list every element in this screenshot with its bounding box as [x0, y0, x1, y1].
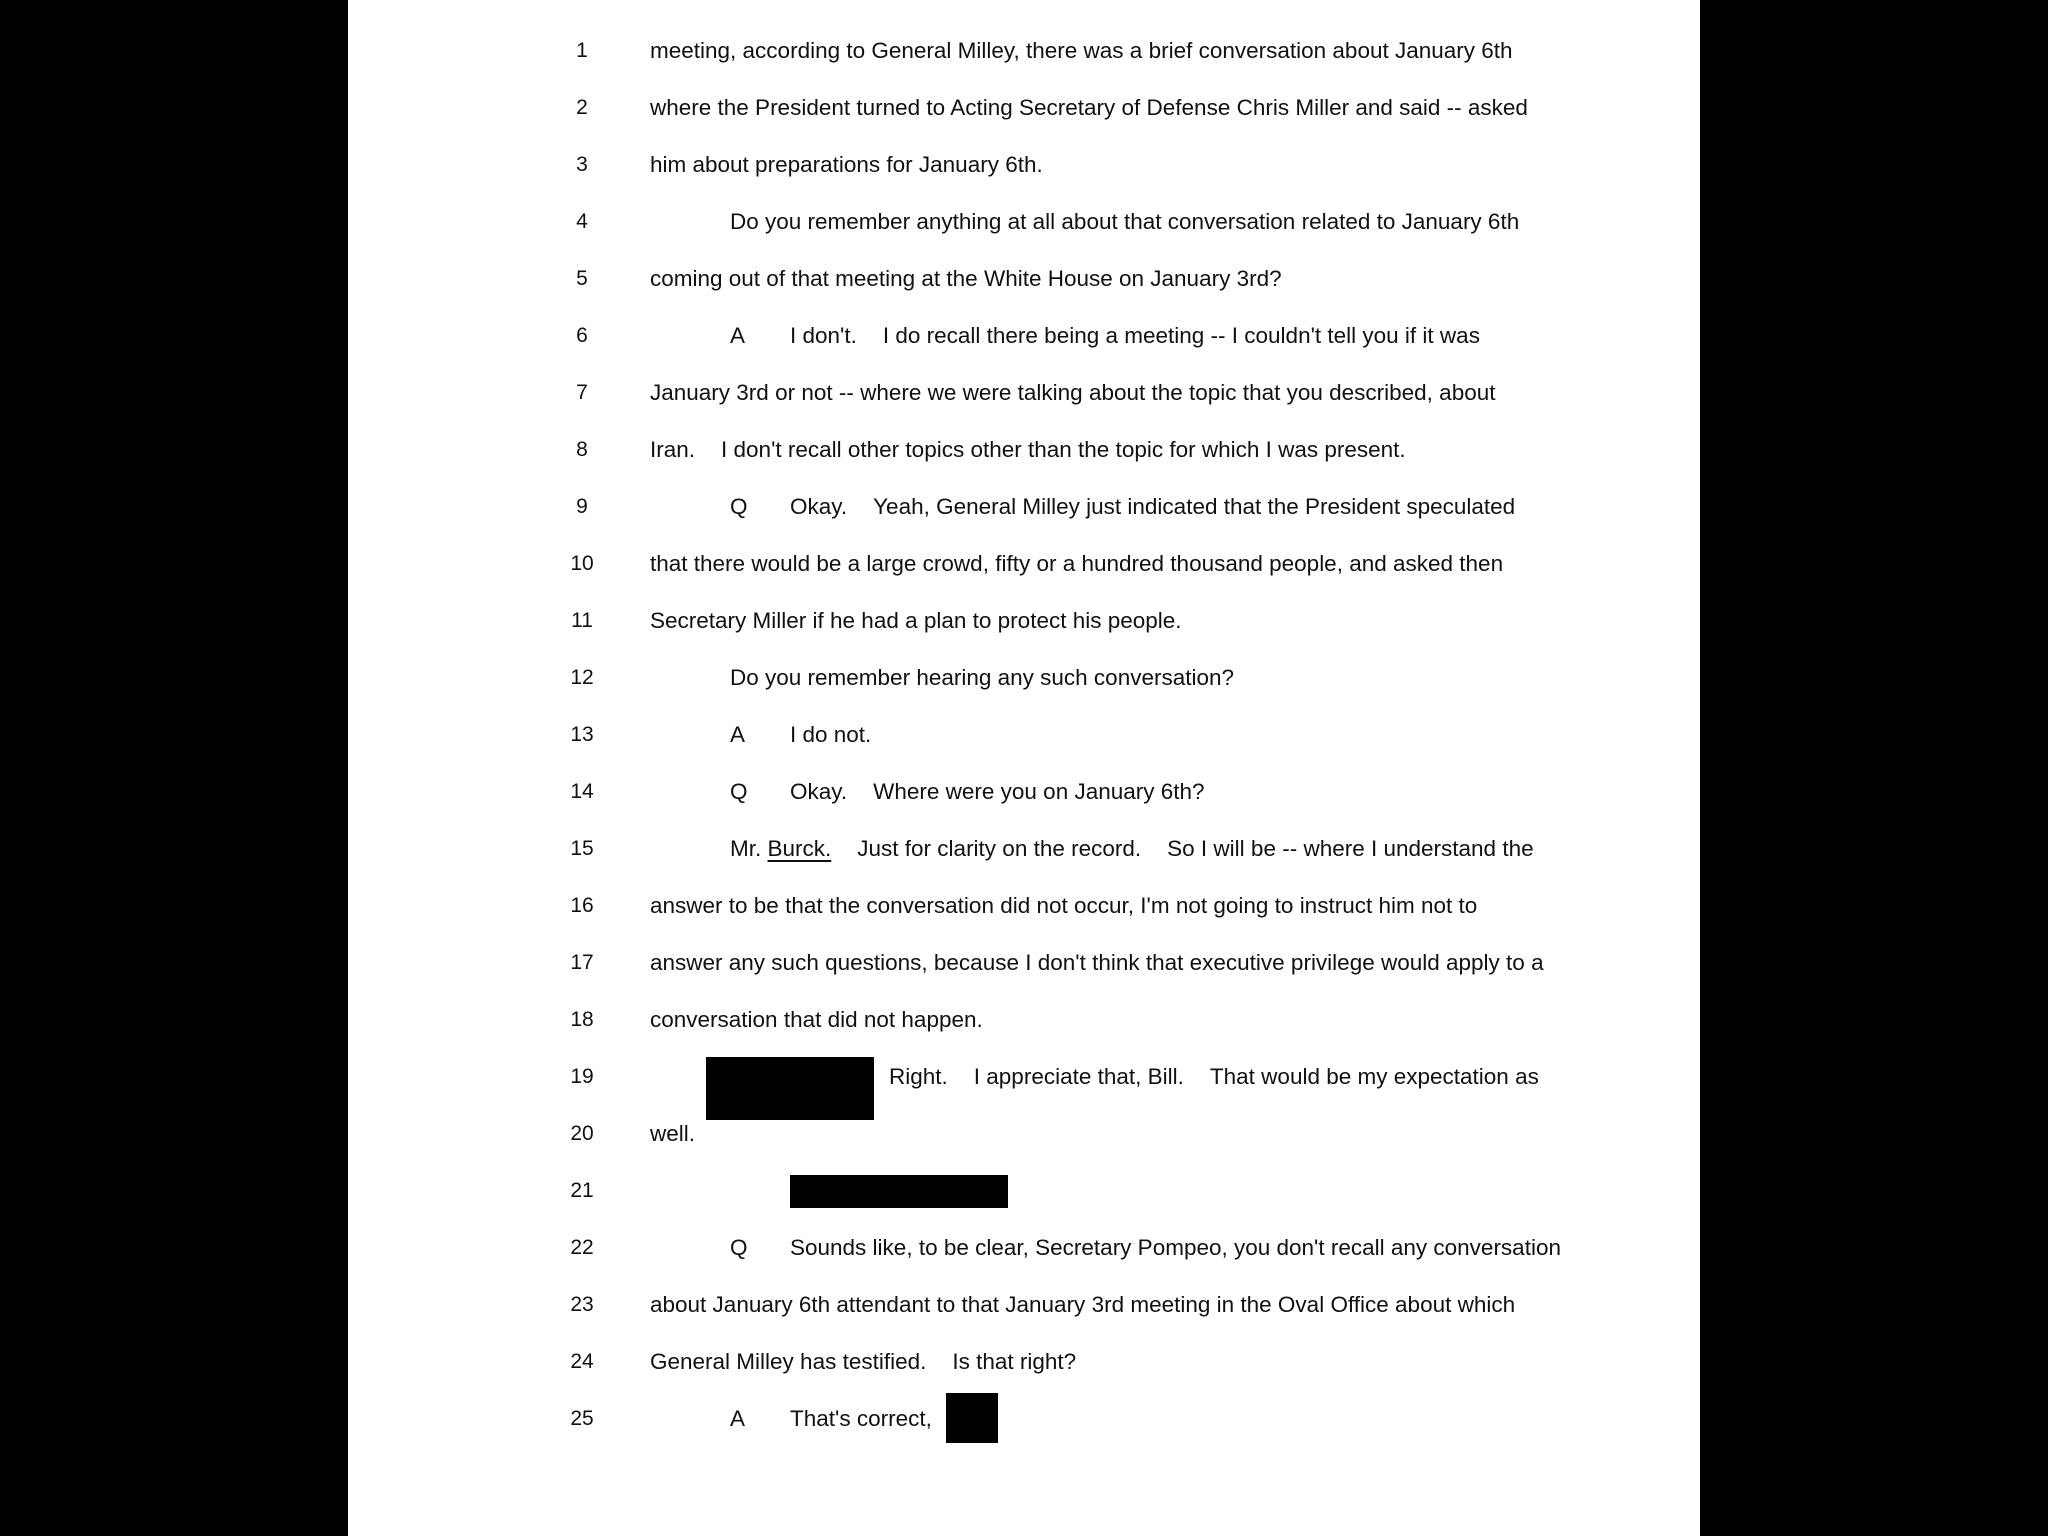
- redaction-box: [946, 1393, 998, 1443]
- transcript-line: [348, 202, 1700, 242]
- line-text: answer any such questions, because I don't think that executive privilege would apply to a: [650, 950, 1544, 975]
- transcript-line: [348, 1057, 1700, 1097]
- line-number: 13: [570, 723, 594, 746]
- transcript-line: [348, 1342, 1700, 1382]
- speaker-label: Q: [730, 494, 748, 519]
- line-content: [730, 772, 1205, 812]
- transcript-line: [348, 886, 1700, 926]
- line-text: coming out of that meeting at the White House on January 3rd?: [650, 266, 1282, 291]
- line-number: 24: [570, 1350, 594, 1373]
- line-content: [730, 715, 871, 755]
- transcript-line: [348, 1285, 1700, 1325]
- line-text: meeting, according to General Milley, there was a brief conversation about January 6th: [650, 38, 1513, 63]
- line-number: 19: [570, 1065, 594, 1088]
- transcript-line: [348, 487, 1700, 527]
- line-text: where the President turned to Acting Secretary of Defense Chris Miller and said -- asked: [650, 95, 1528, 120]
- line-text: conversation that did not happen.: [650, 1007, 983, 1032]
- speaker-label: A: [730, 323, 746, 348]
- transcript-line: [348, 1399, 1700, 1439]
- line-number: 9: [576, 495, 588, 518]
- line-number: 11: [571, 609, 593, 632]
- speaker-label: A: [730, 722, 746, 747]
- transcript-line: [348, 943, 1700, 983]
- transcript-line: [348, 1000, 1700, 1040]
- transcript-page: [348, 0, 1700, 1536]
- line-number: 1: [576, 39, 588, 62]
- line-number: 16: [570, 894, 594, 917]
- line-content: [730, 1399, 932, 1439]
- transcript-line: [348, 430, 1700, 470]
- speaker-label: Q: [730, 1235, 748, 1260]
- line-number: 14: [570, 780, 594, 803]
- line-text: I appreciate that, Bill.: [973, 1064, 1184, 1089]
- line-number: 20: [570, 1122, 594, 1145]
- transcript-line: [348, 658, 1700, 698]
- line-text: Yeah, General Milley just indicated that the President speculated: [873, 494, 1516, 519]
- line-text: Sounds like, to be clear, Secretary Pompeo, you don't recall any conversation: [790, 1235, 1561, 1260]
- line-text: that there would be a large crowd, fifty or a hundred thousand people, and asked then: [650, 551, 1504, 576]
- line-text: January 3rd or not -- where we were talking about the topic that you described, about: [650, 380, 1496, 405]
- line-text: Where were you on January 6th?: [873, 779, 1205, 804]
- line-text: answer to be that the conversation did not occur, I'm not going to instruct him not to: [650, 893, 1478, 918]
- line-text: about January 6th attendant to that January 3rd meeting in the Oval Office about which: [650, 1292, 1516, 1317]
- line-text: Is that right?: [952, 1349, 1077, 1374]
- line-text: That's correct,: [790, 1406, 932, 1431]
- transcript-line: [348, 88, 1700, 128]
- line-text: Secretary Miller if he had a plan to protect his people.: [650, 608, 1182, 633]
- line-text: General Milley has testified.: [650, 1349, 927, 1374]
- speaker-label: Q: [730, 779, 748, 804]
- line-content: [730, 487, 1515, 527]
- line-text: Do you remember anything at all about that conversation related to January 6th: [730, 209, 1520, 234]
- line-text: Okay.: [790, 494, 848, 519]
- line-number: 12: [570, 666, 594, 689]
- transcript-line: [348, 31, 1700, 71]
- line-number: 18: [570, 1008, 594, 1031]
- line-text: Do you remember hearing any such conversation?: [730, 665, 1235, 690]
- line-number: 7: [576, 381, 588, 404]
- line-number: 10: [570, 552, 594, 575]
- line-text: Okay.: [790, 779, 848, 804]
- line-number: 23: [570, 1293, 594, 1316]
- line-number: 8: [576, 438, 588, 461]
- line-number: 21: [570, 1179, 594, 1202]
- transcript-line: [348, 316, 1700, 356]
- line-number: 17: [570, 951, 594, 974]
- line-text: Just for clarity on the record.: [857, 836, 1142, 861]
- transcript-line: [348, 1228, 1700, 1268]
- redaction-box: [790, 1175, 1008, 1208]
- transcript-line: [348, 829, 1700, 869]
- transcript-line: [348, 544, 1700, 584]
- line-number: 2: [576, 96, 588, 119]
- line-number: 22: [570, 1236, 594, 1259]
- line-number: 25: [570, 1407, 594, 1430]
- transcript-line: [348, 601, 1700, 641]
- line-number: 3: [576, 153, 588, 176]
- speaker-name: Burck.: [767, 836, 832, 861]
- line-number: 6: [576, 324, 588, 347]
- transcript-line: [348, 145, 1700, 185]
- line-text: Right.: [889, 1064, 948, 1089]
- redaction-box: [706, 1057, 874, 1120]
- line-text: Iran.: [650, 437, 696, 462]
- transcript-line: [348, 1114, 1700, 1154]
- line-number: 15: [570, 837, 594, 860]
- line-text: That would be my expectation as: [1209, 1064, 1539, 1089]
- line-number: 5: [576, 267, 588, 290]
- line-content: [650, 1342, 1076, 1382]
- line-text: I do not.: [790, 722, 872, 747]
- line-content: [730, 1228, 1561, 1268]
- line-text: him about preparations for January 6th.: [650, 152, 1043, 177]
- line-text: So I will be -- where I understand the: [1167, 836, 1534, 861]
- transcript-line: [348, 1171, 1700, 1211]
- transcript-line: [348, 373, 1700, 413]
- transcript-line: [348, 259, 1700, 299]
- line-number: 4: [576, 210, 588, 233]
- line-content: [730, 316, 1480, 356]
- line-text: I do recall there being a meeting -- I couldn't tell you if it was: [882, 323, 1480, 348]
- speaker-prefix: Mr.: [730, 836, 762, 861]
- line-text: well.: [650, 1121, 696, 1146]
- transcript-line: [348, 715, 1700, 755]
- transcript-line: [348, 772, 1700, 812]
- line-content: [889, 1057, 1539, 1097]
- line-content: [650, 430, 1406, 470]
- line-content: [730, 829, 1534, 869]
- line-text: I don't recall other topics other than the topic for which I was present.: [721, 437, 1406, 462]
- speaker-label: A: [730, 1406, 746, 1431]
- line-text: I don't.: [790, 323, 857, 348]
